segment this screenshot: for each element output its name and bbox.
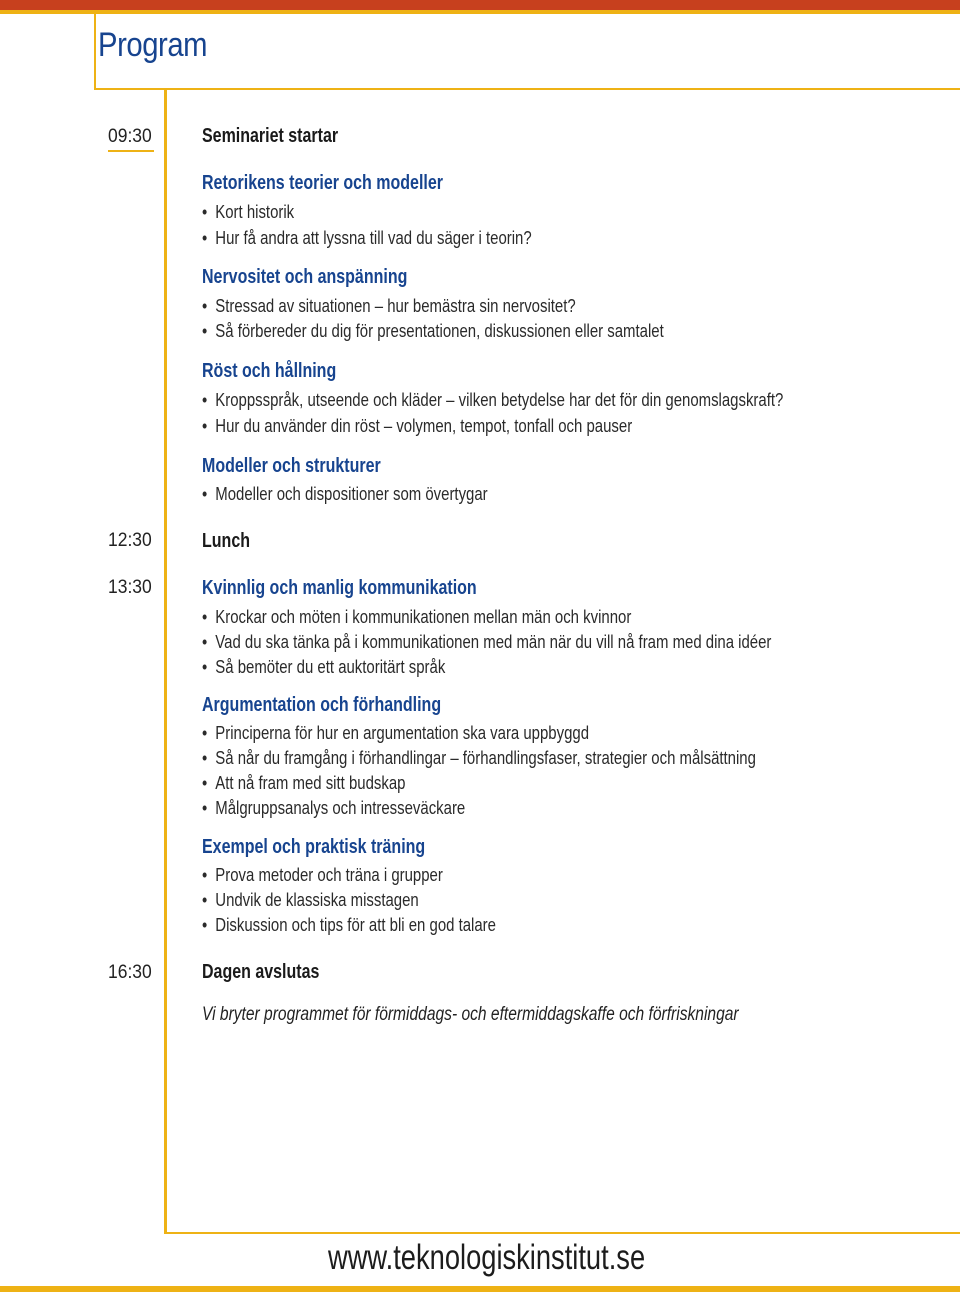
block-heading-gender-communication: Kvinnlig och manlig kommunikation — [202, 577, 477, 599]
title-divider-horizontal — [94, 88, 960, 90]
block-heading-seminar-start: Seminariet startar — [202, 125, 339, 147]
list-item: • Kort historik — [202, 202, 294, 223]
list-item: • Att nå fram med sitt budskap — [202, 773, 405, 794]
list-item: • Hur få andra att lyssna till vad du säger i teorin? — [202, 228, 532, 249]
list-item: • Målgruppsanalys och intresseväckare — [202, 798, 465, 819]
block-heading-rhetoric: Retorikens teorier och modeller — [202, 172, 443, 194]
time-afternoon: 13:30 — [108, 577, 152, 598]
footer-divider — [164, 1232, 960, 1234]
footer-url-link[interactable]: www.teknologiskinstitut.se — [328, 1238, 646, 1277]
list-item: • Så når du framgång i förhandlingar – förhandlingsfaser, strategier och målsättning — [202, 748, 756, 769]
top-accent-bar — [0, 0, 960, 10]
list-item: • Vad du ska tänka på i kommunikationen med män när du vill nå fram med dina idéer — [202, 632, 771, 653]
list-item: • Kroppsspråk, utseende och kläder – vilken betydelse har det för din genomslagskraft? — [202, 390, 783, 411]
break-note: Vi bryter programmet för förmiddags- och eftermiddagskaffe och förfriskningar — [202, 1004, 739, 1025]
block-heading-models: Modeller och strukturer — [202, 455, 381, 477]
list-item: • Krockar och möten i kommunikationen mellan män och kvinnor — [202, 607, 631, 628]
time-end: 16:30 — [108, 962, 152, 983]
timeline-divider — [164, 88, 167, 1234]
top-accent-stripe — [0, 10, 960, 14]
block-heading-nervousness: Nervositet och anspänning — [202, 266, 408, 288]
list-item: • Undvik de klassiska misstagen — [202, 890, 419, 911]
title-divider-vertical — [94, 14, 96, 90]
block-heading-argumentation: Argumentation och förhandling — [202, 694, 442, 716]
block-heading-lunch: Lunch — [202, 530, 250, 552]
list-item: • Så förbereder du dig för presentationen, diskussionen eller samtalet — [202, 321, 664, 342]
list-item: • Diskussion och tips för att bli en god talare — [202, 915, 496, 936]
list-item: • Så bemöter du ett auktoritärt språk — [202, 657, 445, 678]
block-heading-day-ends: Dagen avslutas — [202, 961, 320, 983]
list-item: • Prova metoder och träna i grupper — [202, 865, 443, 886]
list-item: • Principerna för hur en argumentation ska vara uppbyggd — [202, 723, 589, 744]
block-heading-practice: Exempel och praktisk träning — [202, 836, 426, 858]
list-item: • Modeller och dispositioner som övertygar — [202, 484, 488, 505]
time-start: 09:30 — [108, 126, 154, 152]
list-item: • Hur du använder din röst – volymen, tempot, tonfall och pauser — [202, 416, 632, 437]
bottom-accent-bar — [0, 1286, 960, 1292]
page-title: Program — [98, 26, 208, 64]
block-heading-voice: Röst och hållning — [202, 360, 337, 382]
list-item: • Stressad av situationen – hur bemästra sin nervositet? — [202, 296, 576, 317]
time-lunch: 12:30 — [108, 530, 152, 551]
